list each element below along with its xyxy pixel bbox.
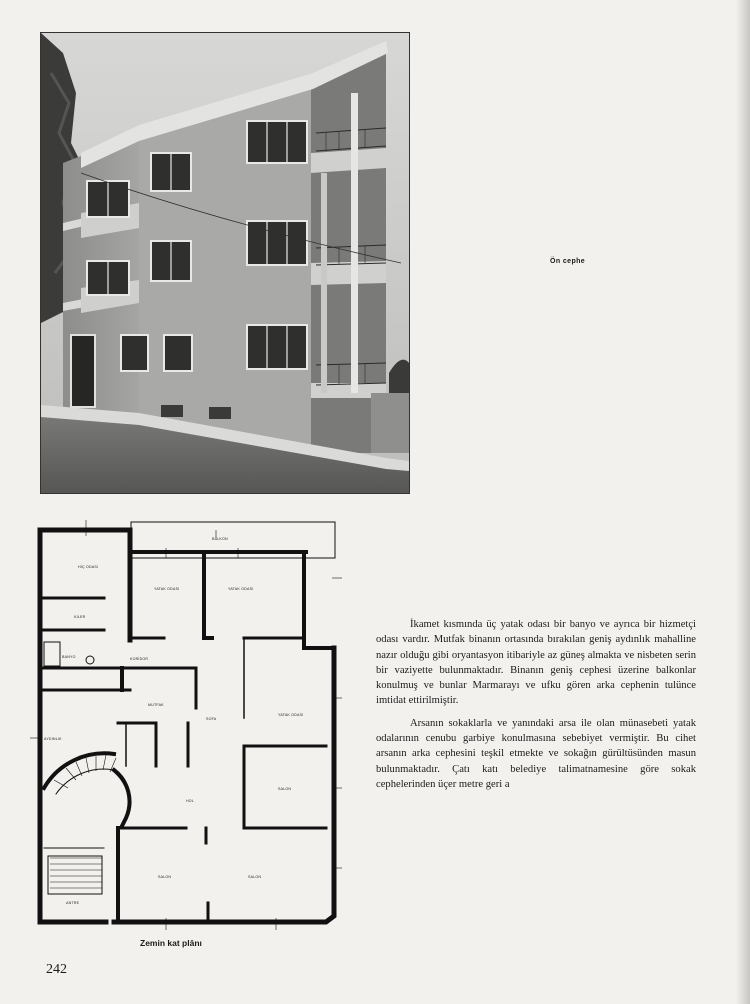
plan-label-koridor: KORİDOR [130,657,149,661]
paragraph-2: Arsanın sokaklarla ve yanındaki arsa ile olan münasebeti yatak odalarının cenubu garbiye konulmasına sebebiyet vermiştir. Bu cihet arsanın arka cephesini teşkil etmekte ve sokağın gürültüsünden masun bulunmaktadır. Çatı katı belediye talimatnamesine göre sokak cephelerinden üçer metre geri a [376,717,696,790]
plan-label-mutfak: MUTFAK [148,703,164,707]
plan-label-antre: ANTRE [66,901,80,905]
plan-label-aydinlik: AYDINLIK [44,737,62,741]
page-edge-shadow [736,0,750,1004]
plan-label-yatak-odasi-3: YATAK ODASI [278,713,304,717]
plan-label-salon-1: SALON [278,787,292,791]
plan-label-sofa: SOFA [206,717,217,721]
plan-label-salon-3: SALON [248,875,262,879]
plan-label-yatak-odasi-2: YATAK ODASI [228,587,254,591]
plan-label-hol: HOL [186,799,194,803]
plan-label-banyo: BANYO [62,655,76,659]
paragraph-1: İkamet kısmında üç yatak odası bir banyo ve ayrıca bir hizmetçi odası vardır. Mutfak binanın ortasında bırakılan geniş aydınlık mahalline nazır olduğu gibi oryantasyon itibariyle az güneş almakta ve nisbeten serin bir vaziyette bulunmaktadır. Binanın geniş cephesi üzerine balkonlar konulmuş ve bunlar Marmarayı ve ufku gören arka cephenin tulünce imtidat ettirilmiştir. [376,619,696,707]
page-number: 242 [46,962,67,977]
plan-label-kuc-odasi: HİÇ ODASI [78,565,99,569]
plan-label-yatak-odasi-1: YATAK ODASI [154,587,180,591]
building-facade-photo [40,32,410,494]
ground-floor-plan-caption: Zemin kat plânı [140,938,202,948]
front-facade-caption: Ön cephe [550,258,586,265]
plan-label-kiler: KİLER [74,615,86,619]
plan-label-salon-2: SALON [158,875,172,879]
article-body [376,617,696,799]
ground-floor-plan [26,518,344,934]
plan-label-balkon: BALKON [212,537,228,541]
